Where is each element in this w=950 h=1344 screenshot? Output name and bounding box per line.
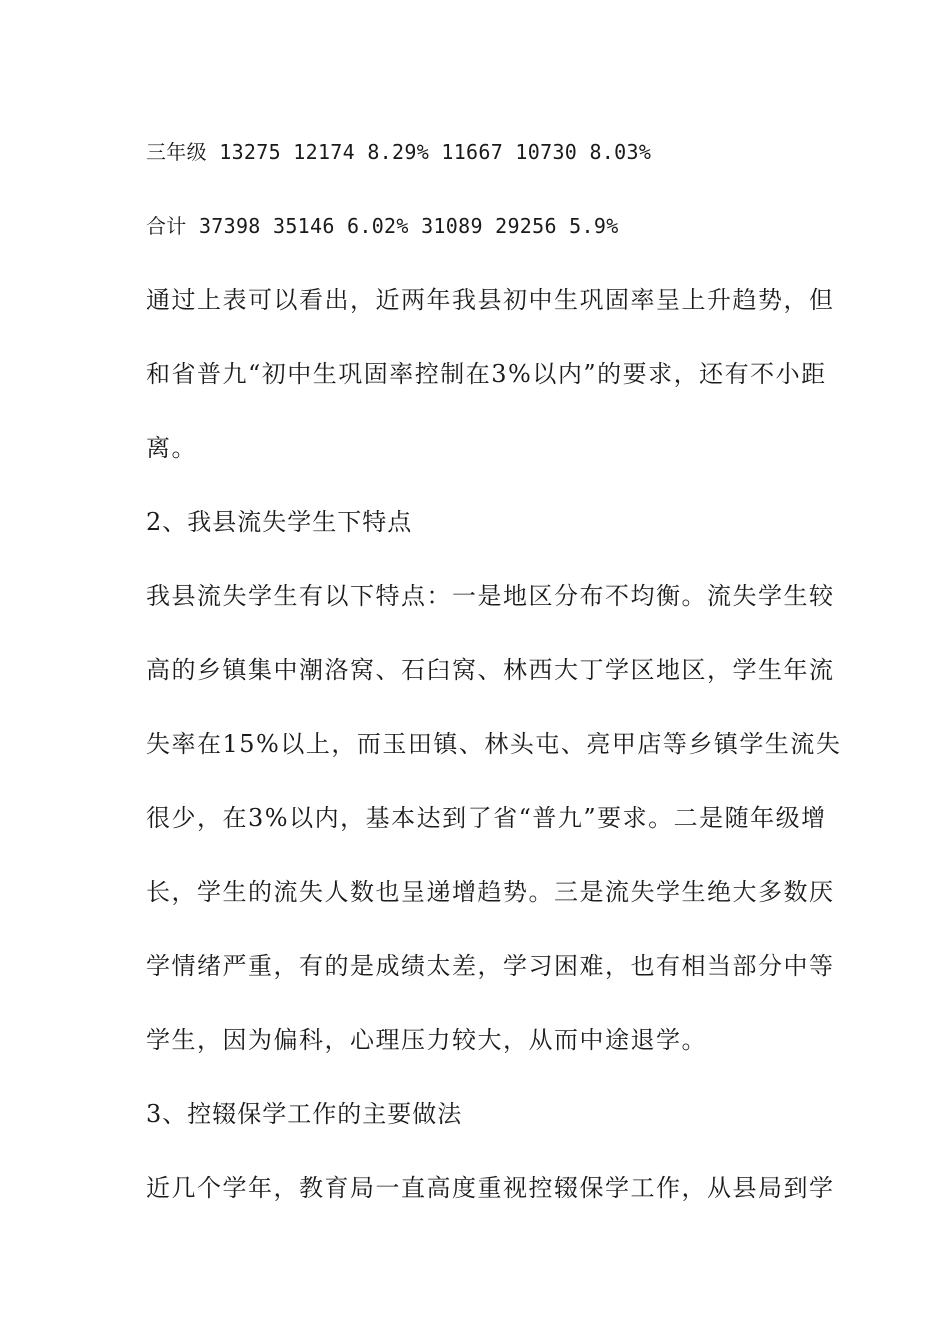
section-heading-3: 3、控辍保学工作的主要做法 [146, 1100, 463, 1128]
paragraph-line: 离。 [146, 434, 197, 462]
paragraph-line: 通过上表可以看出，近两年我县初中生巩固率呈上升趋势，但 [146, 286, 835, 314]
section-heading-2: 2、我县流失学生下特点 [146, 508, 413, 536]
paragraph-line: 长，学生的流失人数也呈递增趋势。三是流失学生绝大多数厌 [146, 878, 835, 906]
table-row-total: 合计 37398 35146 6.02% 31089 29256 5.9% [146, 214, 619, 238]
paragraph-line: 我县流失学生有以下特点：一是地区分布不均衡。流失学生较 [146, 582, 835, 610]
paragraph-line: 近几个学年，教育局一直高度重视控辍保学工作，从县局到学 [146, 1174, 835, 1202]
table-row-grade-three: 三年级 13275 12174 8.29% 11667 10730 8.03% [146, 140, 652, 164]
paragraph-line: 失率在15%以上，而玉田镇、林头屯、亮甲店等乡镇学生流失 [146, 730, 842, 758]
paragraph-line: 学情绪严重，有的是成绩太差，学习困难，也有相当部分中等 [146, 952, 835, 980]
paragraph-line: 高的乡镇集中潮洛窝、石臼窝、林西大丁学区地区，学生年流 [146, 656, 835, 684]
paragraph-line: 很少，在3%以内，基本达到了省“普九”要求。二是随年级增 [146, 804, 827, 832]
paragraph-line: 学生，因为偏科，心理压力较大，从而中途退学。 [146, 1026, 707, 1054]
paragraph-line: 和省普九“初中生巩固率控制在3%以内”的要求，还有不小距 [146, 360, 827, 388]
